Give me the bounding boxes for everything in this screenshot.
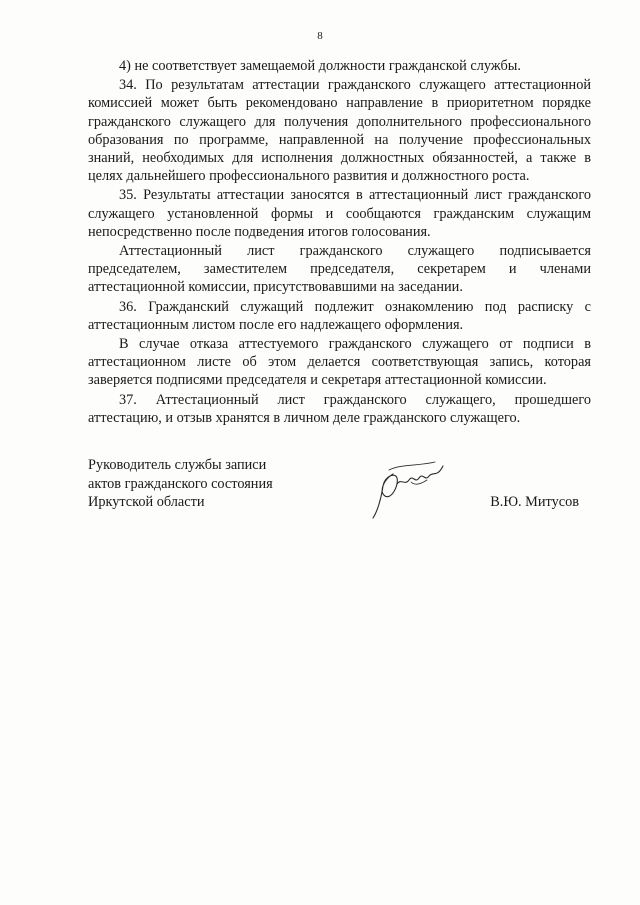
paragraph-refusal: В случае отказа аттестуемого гражданского служащего от подписи в аттестационном листе об этом делается соответствующая запись, которая заверяется подписями председателя и секретаря аттестационной комиссии. <box>88 336 591 389</box>
document-body <box>88 57 591 427</box>
paragraph-34: 34. По результатам аттестации гражданского служащего аттестационной комиссией может быть рекомендовано направление в приоритетном порядке гражданского служащего для получения дополнительного профессионального образования по программе, направленной на получение профессиональных знаний, необходимых для исполнения должностных обязанностей, а также в целях дальнейшего профессионального развития и должностного роста. <box>88 77 591 185</box>
paragraph-attestation-sheet: Аттестационный лист гражданского служащего подписывается председателем, заместителем председателя, секретарем и членами аттестационной комиссии, присутствовавшими на заседании. <box>88 243 591 296</box>
signer-title-line: актов гражданского состояния <box>88 475 273 492</box>
paragraph-37: 37. Аттестационный лист гражданского служащего, прошедшего аттестацию, и отзыв хранятся в личном деле гражданского служащего. <box>88 391 591 426</box>
signer-title-line: Иркутской области <box>88 494 205 510</box>
signer-title-line: Руководитель службы записи <box>88 457 267 473</box>
paragraph-35: 35. Результаты аттестации заносятся в аттестационный лист гражданского служащего установленной формы и сообщаются гражданским служащим непосредственно после подведения итогов голосования. <box>88 187 591 240</box>
signature-block <box>88 456 591 526</box>
paragraph-36: 36. Гражданский служащий подлежит ознакомлению под расписку с аттестационным листом после его надлежащего оформления. <box>88 298 591 333</box>
signer-name: В.Ю. Митусов <box>490 494 579 510</box>
handwritten-signature <box>371 456 451 520</box>
page-number: 8 <box>317 30 323 42</box>
paragraph-item-4: 4) не соответствует замещаемой должности гражданской службы. <box>119 58 521 74</box>
